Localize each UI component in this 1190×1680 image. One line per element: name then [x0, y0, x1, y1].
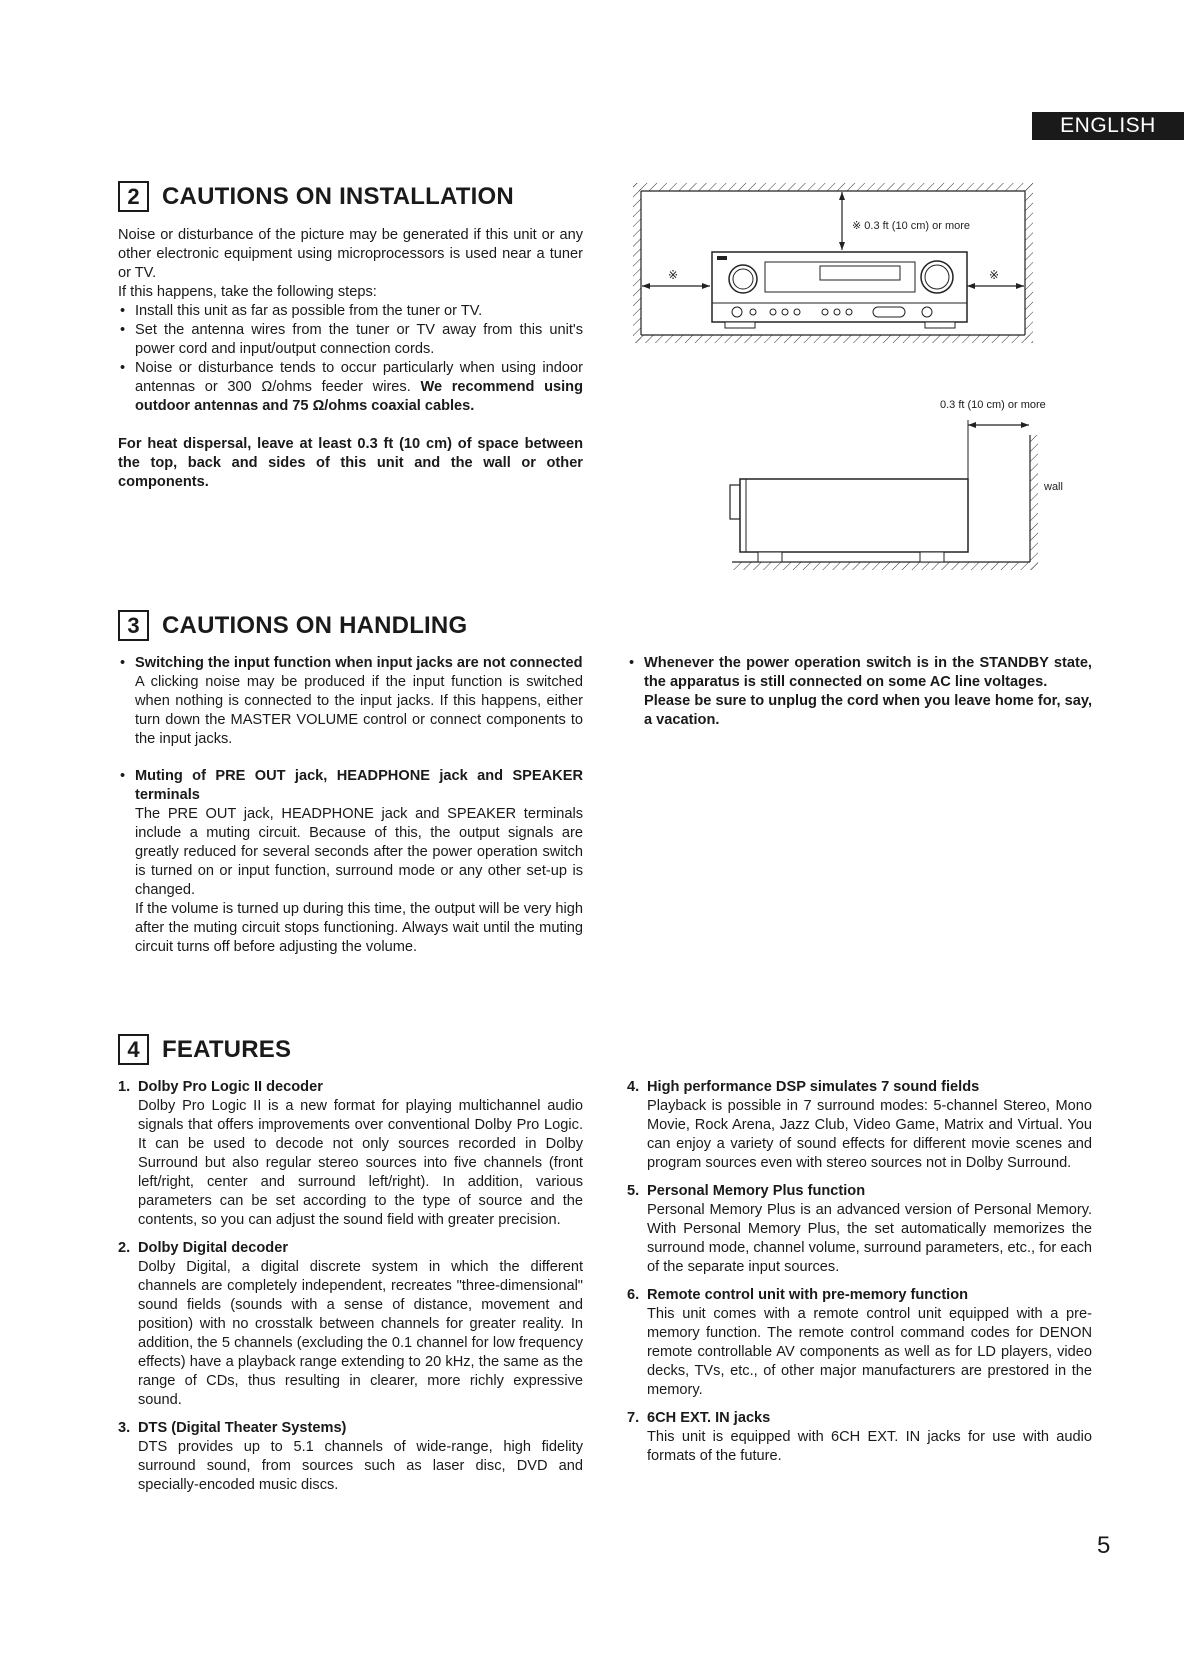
- feature-heading: Remote control unit with pre-memory function: [647, 1287, 969, 1303]
- section-4-heading: [118, 1034, 291, 1065]
- feature-heading: 6CH EXT. IN jacks: [647, 1410, 771, 1426]
- feature-body: This unit is equipped with 6CH EXT. IN jacks for use with audio formats of the future.: [647, 1429, 1092, 1464]
- page-number: 5: [1097, 1532, 1111, 1559]
- item-heading: • Switching the input function when input jacks are not connected: [135, 655, 583, 671]
- list-item: [118, 767, 583, 957]
- intro-paragraph: Noise or disturbance of the picture may be generated if this unit or any other electronic equipment using microprocessors is used near a tuner or TV.: [118, 227, 583, 281]
- item-body: If the volume is turned up during this time, the output will be very high after the muting circuit stops functioning. Always wait until the muting circuit turns off before adjusting the volume.: [135, 901, 583, 955]
- right-clearance-mark: ※: [989, 268, 1000, 282]
- feature-item: [118, 1419, 583, 1495]
- list-item: • Set the antenna wires from the tuner or TV away from this unit's power cord and input/output connection cords.: [118, 321, 583, 359]
- feature-body: DTS provides up to 5.1 channels of wide-range, high fidelity surround sound, from sources such as laser disc, DVD and specially-encoded music discs.: [138, 1439, 583, 1493]
- installation-text: [118, 226, 583, 492]
- bullet-text: Noise or disturbance tends to occur particularly when using indoor antennas or 300 Ω/ohms feeder wires.: [135, 360, 583, 395]
- handling-left-column: [118, 654, 583, 957]
- section-title: FEATURES: [162, 1035, 292, 1063]
- feature-number: 1.: [118, 1079, 131, 1095]
- list-item: • Install this unit as far as possible from the tuner or TV.: [118, 302, 583, 321]
- heat-dispersal-note: For heat dispersal, leave at least 0.3 ft (10 cm) of space between the top, back and sides of this unit and the wall or other components.: [118, 436, 583, 490]
- section-number: 2: [118, 181, 149, 212]
- feature-item: [627, 1286, 1092, 1400]
- feature-body: Dolby Pro Logic II is a new format for playing multichannel audio signals that offers improvements over conventional Dolby Pro Logic. It can be used to decode not only sources recorded in Dolby Surround but also regular stereo sources into five channels (front left/right, center and surround left/right). In addition, various parameters can be set according to the type of source and the contents, so you can adjust the sound field with greater precision.: [138, 1098, 583, 1228]
- feature-item: [627, 1182, 1092, 1277]
- feature-number: 3.: [118, 1420, 131, 1436]
- steps-lead: If this happens, take the following steps:: [118, 284, 377, 300]
- clearance-diagram-side: [720, 415, 1063, 575]
- section-number: 3: [118, 610, 149, 641]
- item-heading: • Muting of PRE OUT jack, HEADPHONE jack and SPEAKER terminals: [135, 768, 583, 803]
- feature-heading: Dolby Pro Logic II decoder: [138, 1079, 323, 1095]
- feature-heading: High performance DSP simulates 7 sound fields: [647, 1079, 980, 1095]
- feature-number: 4.: [627, 1079, 640, 1095]
- left-clearance-mark: ※: [668, 268, 679, 282]
- list-item: [118, 654, 583, 749]
- feature-body: Dolby Digital, a digital discrete system in which the different channels are completely independent, recreates "three-dimensional" sound fields (sounds with a sense of distance, movement and position) with no crosstalk between channels for greater reality. In addition, the 5 channels (excluding the 0.1 channel for low frequency effects) have a playback range extending to 20 kHz, the same as the range of CDs, thus resulting in clearer, more richly expressive sound.: [138, 1259, 583, 1408]
- item-body: A clicking noise may be produced if the input function is switched when nothing is connected to the input jacks. If this happens, either turn down the MASTER VOLUME control or connect components to the input jacks.: [135, 674, 583, 747]
- section-2-heading: [118, 181, 514, 212]
- features-left-column: [118, 1078, 583, 1504]
- language-tab: ENGLISH: [1032, 112, 1184, 140]
- feature-number: 5.: [627, 1183, 640, 1199]
- feature-body: Playback is possible in 7 surround modes: 5-channel Stereo, Mono Movie, Rock Arena, Jazz Club, Video Game, Matrix and Virtual. You can enjoy a variety of sound effects for different movie scenes and program sources even with stereo sources not in Dolby Surround.: [647, 1098, 1092, 1171]
- wall-label: wall: [1044, 481, 1063, 493]
- section-3-heading: [118, 610, 467, 641]
- feature-item: [627, 1409, 1092, 1466]
- section-title: CAUTIONS ON INSTALLATION: [162, 182, 514, 210]
- receiver-side-illustration: [730, 479, 968, 562]
- feature-item: [118, 1239, 583, 1410]
- clearance-diagram-front: [625, 175, 1045, 355]
- features-right-column: [627, 1078, 1092, 1475]
- item-heading: • Whenever the power operation switch is in the STANDBY state, the apparatus is still connected on some AC line voltages.: [644, 655, 1092, 690]
- feature-body: This unit comes with a remote control unit equipped with a pre-memory function. The remote control command codes for DENON remote controllable AV components as well as for LD players, video decks, TVs, etc., of other major manufacturers are prestored in the memory.: [647, 1306, 1092, 1398]
- feature-number: 7.: [627, 1410, 640, 1426]
- recommendation: We recommend using outdoor antennas and 75 Ω/ohms coaxial cables.: [135, 379, 584, 414]
- rear-clearance-label: 0.3 ft (10 cm) or more: [940, 399, 1046, 411]
- feature-heading: Dolby Digital decoder: [138, 1240, 289, 1256]
- item-heading: Please be sure to unplug the cord when you leave home for, say, a vacation.: [644, 693, 1092, 728]
- feature-heading: DTS (Digital Theater Systems): [138, 1420, 347, 1436]
- feature-item: [627, 1078, 1092, 1173]
- item-body: The PRE OUT jack, HEADPHONE jack and SPEAKER terminals include a muting circuit. Because of this, the output signals are greatly reduced for several seconds after the power operation switch is turned on or input function, surround mode or any other set-up is changed.: [135, 806, 583, 898]
- feature-body: Personal Memory Plus is an advanced version of Personal Memory. With Personal Memory Plus, the set automatically memorizes the surround mode, channel volume, surround parameters, etc., for each of the separate input sources.: [647, 1202, 1092, 1275]
- section-number: 4: [118, 1034, 149, 1065]
- feature-number: 2.: [118, 1240, 131, 1256]
- list-item: [118, 359, 583, 416]
- top-clearance-label: ※ 0.3 ft (10 cm) or more: [852, 220, 971, 232]
- feature-number: 6.: [627, 1287, 640, 1303]
- feature-item: [118, 1078, 583, 1230]
- steps-list: [118, 302, 583, 416]
- handling-right-column: [627, 654, 1092, 730]
- feature-heading: Personal Memory Plus function: [647, 1183, 866, 1199]
- section-title: CAUTIONS ON HANDLING: [162, 611, 468, 639]
- receiver-front-illustration: [712, 252, 967, 328]
- list-item: [627, 654, 1092, 730]
